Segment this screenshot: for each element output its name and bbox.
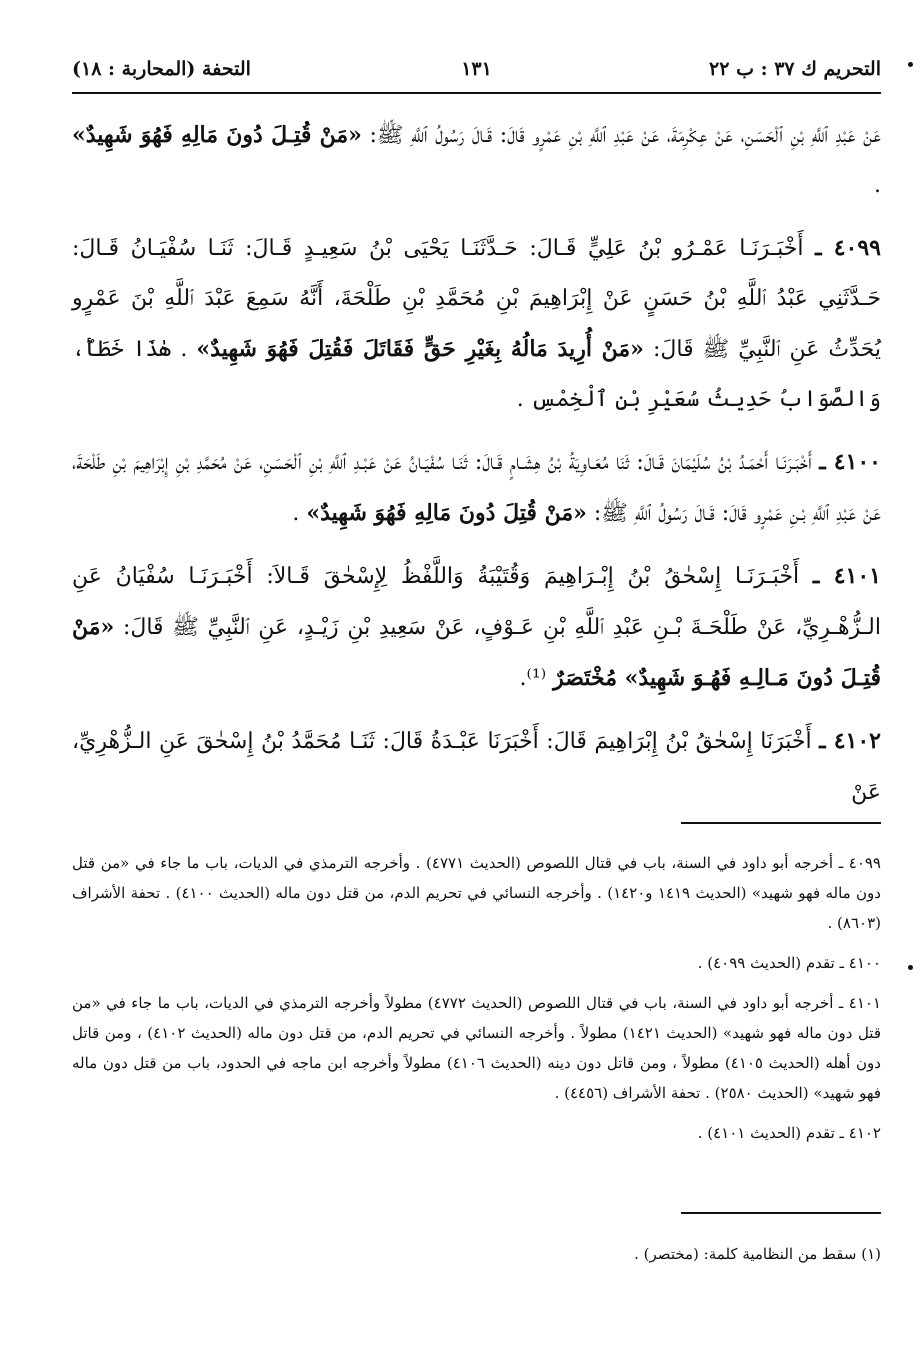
footnote: (١) سقط من النظامية كلمة: (مختصر) . — [634, 1245, 881, 1263]
scan-mark — [908, 62, 913, 67]
hadith-matn: «مَنْ قُتِـلَ دُونَ مَـالِـهِ فَهُـوَ شَهِيدٌ» مُخْتَصَرٌ — [72, 614, 881, 691]
page-header — [72, 50, 881, 94]
takhrij-note: ٤١٠٠ ـ تقدم (الحديث ٤٠٩٩) . — [697, 954, 881, 972]
hadith-paragraph — [72, 437, 881, 539]
hadith-chain: أَخْبَـرَنَـا عَمْـرُو بْنُ عَلِيٍّ قَـالَ: حَـدَّثَنَـا يَحْيَى بْنُ سَعِيـدٍ قَـالَ: ثَنَـا سُفْيَـانُ قَـالَ: حَـدَّثَنِي عَبْدُ ٱللَّهِ بْنُ حَسَنٍ عَنْ إِبْرَاهِيمَ بْنِ مُحَمَّدِ بْنِ طَلْحَةَ، أَنَّهُ سَمِعَ عَبْدَ ٱللَّهِ بْنَ عَمْرٍو يُحَدِّثُ عَنِ ٱلنَّبِيِّ ﷺ قَالَ: — [72, 236, 881, 362]
takhrij-note: ٤١٠٢ ـ تقدم (الحديث ٤١٠١) . — [697, 1124, 881, 1142]
hadith-matn: «مَنْ أُرِيدَ مَالُهُ بِغَيْرِ حَقٍّ فَقَاتَلَ فَقُتِلَ فَهُوَ شَهِيدٌ» — [196, 336, 644, 362]
takhrij-note: ٤٠٩٩ ـ أخرجه أبو داود في السنة، باب في قتال اللصوص (الحديث ٤٧٧١) . وأخرجه الترمذي في الديات، باب ما جاء في «من قتل دون ماله فهو شهيد» (الحديث ١٤١٩ و١٤٢٠) . وأخرجه النسائي في تحريم الدم، من قتل دون ماله (الحديث ٤١٠٠) . تحفة الأشراف (٨٦٠٣) . — [72, 854, 881, 932]
hadith-chain: أَخْبَـرَنَـا أَحْمَـدُ بْنُ سُلَيْمَانَ قَـالَ: ثَنَا مُعَـاوِيَةُ بْنُ هِشَـامٍ قَـالَ: ثَنَـا سُفْيَـانُ عَنْ عَبْـدِ ٱللَّهِ بْنِ ٱلْحَسَنِ، عَنْ مُحَمَّدِ بْنِ إِبْرَاهِيمَ بْنِ طَلْحَةَ، عَنْ عَبْدِ ٱللَّهِ بْـنِ عَمْرٍو قَالَ: قَـالَ رَسُولُ ٱللَّهِ ﷺ: — [72, 450, 881, 526]
hadith-chain: أَخْبَـرَنَـا إِسْحٰقُ بْنُ إِبْـرَاهِيمَ وَقُتَيْبَةُ وَاللَّفْظُ لِإِسْحٰقَ قَـالاَ: أَخْبَـرَنَـا سُفْيَانُ عَنِ الـزُّهْـرِيِّ، عَنْ طَلْحَـةَ بْـنِ عَبْدِ ٱللَّهِ بْنِ عَـوْفٍ، عَنْ سَعِيدِ بْنِ زَيْـدٍ، عَنِ ٱلنَّبِيِّ ﷺ قَالَ: — [72, 564, 881, 640]
takhrij-notes — [72, 848, 881, 1158]
main-text — [72, 110, 881, 830]
hadith-paragraph — [72, 110, 881, 211]
takhrij-note: ٤١٠١ ـ أخرجه أبو داود في السنة، باب في قتال اللصوص (الحديث ٤٧٧٢) مطولاً وأخرجه الترمذي في الديات، باب ما جاء في «من قتل دون ماله فهو شهيد» (الحديث ١٤٢١) مطولاً . وأخرجه النسائي في تحريم الدم، من قتل دون ماله (الحديث ٤١٠٢) ، ومن قاتل دون أهله (الحديث ٤١٠٥) مطولاً ، ومن قاتل دون دينه (الحديث ٤١٠٦) مطولاً وأخرجه ابن ماجه في الحدود، باب من قتل دون ماله فهو شهيد» (الحديث ٢٥٨٠) . تحفة الأشراف (٤٤٥٦) . — [72, 994, 882, 1102]
scan-mark — [908, 965, 913, 970]
hadith-number: ٤٠٩٩ ـ — [815, 235, 881, 261]
hadith-tail: . هٰذَا خَطَأٌ، وَالصَّوَابُ حَدِيثُ سُعَيْرِ بْنِ ٱلْخِمْسِ . — [72, 337, 881, 412]
hadith-tail: ⁽¹⁾. — [519, 666, 547, 691]
hadith-number: ٤١٠١ ـ — [812, 563, 881, 589]
hadith-tail: . — [292, 501, 300, 526]
hadith-matn: «مَنْ قُتِلَ دُونَ مَالِهِ فَهُوَ شَهِيدٌ» — [306, 500, 587, 526]
page-number: ١٣١ — [461, 58, 492, 80]
hadith-matn: «مَنْ قُتِـلَ دُونَ مَالِهِ فَهُوَ شَهِيدٌ» — [72, 122, 362, 148]
hadith-number: ٤١٠٠ ـ — [819, 449, 881, 475]
hadith-chain: أَخْبَرَنَا إِسْحٰقُ بْنُ إِبْرَاهِيمَ قَالَ: أَخْبَرَنَا عَبْـدَةُ قَالَ: ثَنَـا مُحَمَّدُ بْنُ إِسْحٰقَ عَنِ الـزُّهْرِيِّ، عَنْ — [72, 729, 881, 805]
hadith-number: ٤١٠٢ ـ — [819, 728, 881, 754]
hadith-chain: عَنْ عَبْدِ ٱللَّهِ بْنِ ٱلْحَسَنِ، عَنْ عِكْرِمَةَ، عَنْ عَبْدِ ٱللَّهِ بْنِ عَمْرٍو قَالَ: قَـالَ رَسُولُ ٱللَّهِ ﷺ: — [361, 123, 882, 148]
hadith-paragraph — [72, 551, 881, 704]
header-chapter: التحريم ك ٣٧ : ب ٢٢ — [709, 58, 881, 80]
notes-divider — [681, 822, 881, 824]
hadith-tail: . — [874, 173, 881, 198]
hadith-paragraph — [72, 716, 881, 818]
hadith-paragraph — [72, 223, 881, 425]
footnote-divider — [681, 1212, 881, 1214]
header-reference: التحفة (المحاربة : ١٨) — [72, 58, 251, 80]
